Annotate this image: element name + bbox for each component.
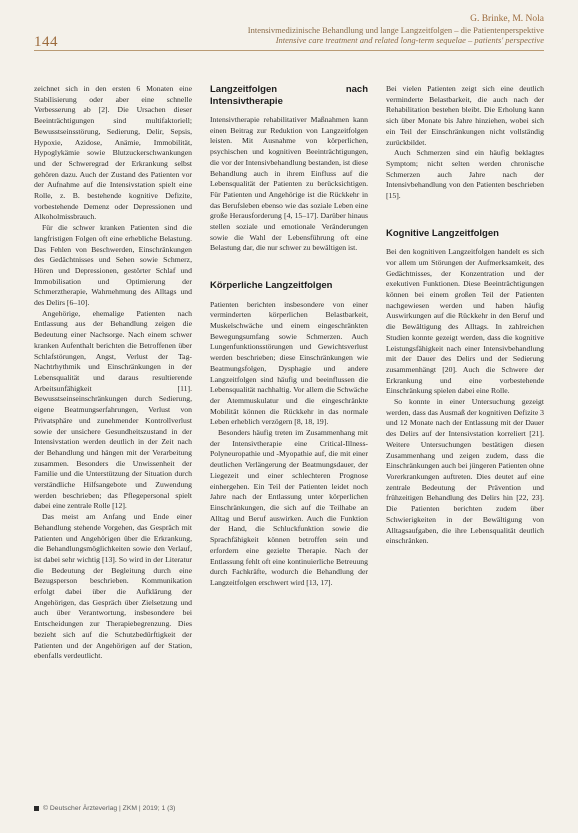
column-2 — [210, 84, 368, 804]
paragraph: Angehörige, ehemalige Patienten nach Entlassung aus der Behandlung zeigen die Bedeutung einer Nachsorge. Nach einem schwer kranken Aufenthalt berichten die Betroffenen über Schlafstörungen, Angst, Verlust der Tag-Nachtrhythmik und Einschränkungen in der Lebensqualität und daraus resultierende Arbeitsunfähigkeit [11]. Bewusstseinseinschränkungen durch Sedierung, eigene Beatmungserfahrungen, Verlust von Privatsphäre und zunehmender Kontrollverlust sowie der unsichere Gesundheitszustand in der Intensivstation werden deutlich in der Zeit nach der Behandlung und hängen mit der Verarbeitung zusammen. Besonders die Unwissenheit der Familie und die Unterstützung der Situation durch verständliche Hilfsangebote und Zuwendung werden beschrieben; das Pflegepersonal spielt dabei eine zentrale Rolle [12]. — [34, 308, 192, 511]
running-head — [224, 14, 544, 46]
paragraph: Patienten berichten insbesondere von einer verminderten körperlichen Belastbarkeit, Muskelschwäche und einem eingeschränkten Bewegungsumfang sowie Schmerzen. Auch Lungenfunktionsstörungen und Gewichtsverlust werden beschrieben; diese Einschränkungen wie Beatmungsfolgen, Dysphagie und andere Langzeitfolgen sind häufig und beeinflussen die Lebensqualität nachhaltig. Vor allem die Schwäche der Atemmuskulatur und die eingeschränkte Mobilität können die Rückkehr in das normale Leben erheblich verzögern [8, 18, 19]. — [210, 299, 368, 427]
paragraph: Auch Schmerzen sind ein häufig beklagtes Symptom; nicht selten werden chronische Schmerzen auch Jahre nach der Intensivbehandlung von den Patienten beschrieben [15]. — [386, 148, 544, 201]
running-head-title-en: Intensive care treatment and related long-term sequelae – patients' perspective — [275, 35, 544, 45]
section-heading: Kognitive Langzeitfolgen — [386, 227, 499, 239]
paragraph: Bei den kognitiven Langzeitfolgen handelt es sich vor allem um Störungen der Aufmerksamkeit, des Gedächtnisses, der Konzentration und der exekutiven Funktionen. Diese Beeinträchtigungen können bei einem großen Teil der Patienten nachgewiesen werden und haben häufig Auswirkungen auf die Rückkehr in den Beruf und die Bewältigung des Alltags. In zahlreichen Studien konnte gezeigt werden, dass die kognitive Leistungsfähigkeit nach einer Intensivbehandlung mit der Dauer des Delirs und der Sedierung zusammenhängt [20]. Auch die Schwere der Erkrankung und eine vorbestehende Einschränkung spielen dabei eine Rolle. — [386, 247, 544, 396]
header-rule — [34, 50, 544, 51]
paragraph: Intensivtherapie rehabilitativer Maßnahmen kann einen Beitrag zur Reduktion von Langzeitfolgen leisten. Mit Ausnahme von körperlichen, psychischen und kognitiven Beeinträchtigungen, die vor der Intensivbehandlung bestanden, ist diese Behandlung auch in ihrem Einfluss auf die Lebensqualität der Patienten zu berücksichtigen. Für Patienten und Angehörige ist die Rückkehr in das Berufsleben ebenso wie das soziale Leben eine große Herausforderung [4, 15–17]. Darüber hinaus stellen soziale und emotionale Veränderungen sowie die Wahl der Lebensführung oft eine Belastung dar, die nur schwer zu bewältigen ist. — [210, 115, 368, 253]
running-head-authors: G. Brinke, M. Nola — [470, 14, 544, 24]
paragraph: So konnte in einer Untersuchung gezeigt werden, dass das Ausmaß der kognitiven Defizite 3 und 12 Monate nach der Entlassung mit der Dauer des Delirs auf der Intensivstation korreliert [21]. Weitere Untersuchungen bestätigen diesen Zusammenhang und zeigen zudem, dass die Einschränkungen auch bei jüngeren Patienten ohne Vorerkrankungen auftreten. Dies deutet auf eine zentrale Bedeutung der Prävention und frühzeitigen Behandlung des Delirs hin [22, 23]. Die Patienten berichten zudem über Schwierigkeiten in der Bewältigung von Alltagsaufgaben, die ihre Lebensqualität deutlich einschränken. — [386, 397, 544, 546]
column-3 — [386, 84, 544, 804]
footer-text: © Deutscher Ärzteverlag | ZKM | 2019; 1 (3) — [43, 805, 176, 812]
column-1 — [34, 84, 192, 804]
paragraph: zeichnet sich in den ersten 6 Monaten eine Stabilisierung oder aber eine schnelle Verbesserung ab [2]. Die Ursachen dieser Beeinträchtigungen sind multifaktoriell; Bewusstseinsstörung, Sedierung, Delir, Sepsis, Hypoxie, Azidose, Anämie, Immobilität, Hypoglykämie sowie Blutzuckerschwankungen und der Schweregrad der Erkrankung selbst gehören dazu. Auch der Zustand des Patienten vor der Aufnahme auf die Intensivstation spielt eine Rolle, z. B. bestehende kognitive Defizite, vorbestehende Demenz oder Depressionen und Alkoholmissbrauch. — [34, 84, 192, 222]
section-heading: Langzeitfolgen nach Intensivtherapie — [210, 84, 368, 107]
paragraph: Das meist am Anfang und Ende einer Behandlung stehende Vorgehen, das Gespräch mit Patienten und Angehörigen über die Erkrankung, die Behandlungsmöglichkeiten sowie den Verlauf, ist dabei sehr wichtig [13]. So wird in der Literatur die Bedeutung der Begleitung durch eine Bezugsperson beschrieben. Kommunikation erfolgt dabei über die Aufklärung der Angehörigen, das Gespräch über Zielsetzung und auch über Verantwortung, insbesondere bei Entscheidungen zur Therapiebegrenzung. Dies bezieht sich auf die Schutzbedürftigkeit der Patienten und der Angehörigen auf der Station, ebenfalls verdeutlicht. — [34, 512, 192, 661]
article-body — [34, 84, 544, 804]
running-head-title-de: Intensivmedizinische Behandlung und lange Langzeitfolgen – die Patientenperspektive — [247, 24, 544, 35]
paragraph: Für die schwer kranken Patienten sind die langfristigen Folgen oft eine erhebliche Belastung. Das Fehlen von Beschwerden, Einschränkungen des Gedächtnisses und Sehen sowie Schmerz, Hören und Depressionen, gestörter Schlaf und Immobilisation und Optimierung der Schmerztherapie, Wahrnehmung des Alltags und des Delirs [6–10]. — [34, 223, 192, 308]
section-heading: Körperliche Langzeitfolgen — [210, 280, 333, 292]
page-number: 144 — [34, 34, 58, 50]
footer-square-icon — [34, 806, 39, 811]
page-footer — [34, 805, 175, 812]
paragraph: Bei vielen Patienten zeigt sich eine deutlich verminderte Belastbarkeit, die auch nach der Rehabilitation bestehen bleibt. Die Erholung kann sich über Monate bis Jahre hinziehen, wobei sich ein Teil der Einschränkungen nicht vollständig zurückbildet. — [386, 84, 544, 147]
paragraph: Besonders häufig treten im Zusammenhang mit der Intensivtherapie eine Critical-Illness-Polyneuropathie und -Myopathie auf, die mit einer deutlichen Verlängerung der Beatmungsdauer, der Liegezeit und einer schlechteren Prognose einhergehen. Ein Teil der Patienten leidet noch Jahre nach der Entlassung unter körperlichen Einschränkungen, die sich auf die Teilhabe an Alltag und Beruf auswirken. Auch die Funktion der Hand, die Schluckfunktion sowie die Sprachfähigkeit können betroffen sein und erfordern eine gezielte Therapie. Nach der Entlassung fehlt oft eine kontinuierliche Betreuung durch Fachkräfte, wodurch die Behandlung der Langzeitfolgen erschwert wird [13, 17]. — [210, 428, 368, 587]
